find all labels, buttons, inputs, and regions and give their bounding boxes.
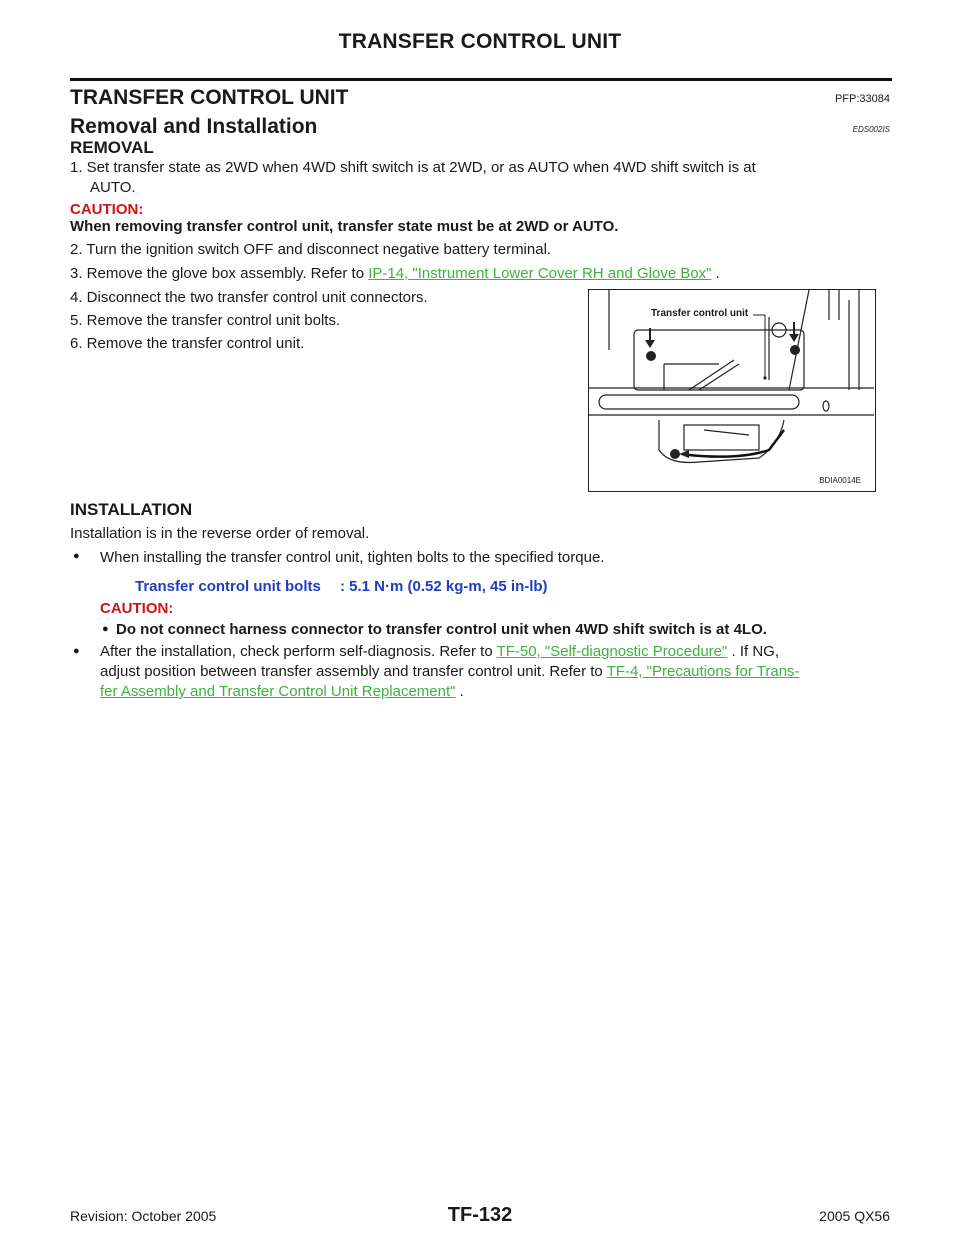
torque-value: : 5.1 N·m (0.52 kg-m, 45 in-lb) [340,578,548,595]
footer-page-number: TF-132 [447,1204,513,1226]
bullet-2-text: After the installation, check perform self-diagnosis. Refer to [100,643,497,660]
installation-intro: Installation is in the reverse order of removal. [70,525,370,542]
step-3-text: 3. Remove the glove box assembly. Refer to [70,265,369,282]
running-header: TRANSFER CONTROL UNIT [338,30,622,53]
step-1: 1. Set transfer state as 2WD when 4WD shift switch is at 2WD, or as AUTO when 4WD shift switch is at [70,159,756,176]
bullet-2-line-2-text: adjust position between transfer assembly and transfer control unit. Refer to [100,663,607,680]
torque-label: Transfer control unit bolts [135,578,321,595]
step-1-cont: AUTO. [90,179,136,196]
install-bullet-1: When installing the transfer control unit, tighten bolts to the specified torque. [100,549,605,566]
figure-code: BDIA0014E [819,476,861,485]
tf4-link-cont[interactable]: fer Assembly and Transfer Control Unit Replacement" [100,683,456,700]
install-bullet-2-line-2 [100,662,800,682]
footer-revision: Revision: October 2005 [70,1208,217,1224]
step-6: 6. Remove the transfer control unit. [70,335,305,352]
eds-code: EDS002IS [852,125,890,134]
install-caution-label: CAUTION: [100,600,174,617]
step-5: 5. Remove the transfer control unit bolts. [70,312,341,329]
install-caution-text: Do not connect harness connector to transfer control unit when 4WD shift switch is at 4LO. [116,621,767,638]
step-2: 2. Turn the ignition switch OFF and disconnect negative battery terminal. [70,241,552,258]
step-3 [70,264,720,284]
tf4-link[interactable]: TF-4, "Precautions for Trans- [606,663,800,680]
bullet-2-suffix: . [455,683,464,700]
ip14-link[interactable]: IP-14, "Instrument Lower Cover RH and Glove Box" [368,265,712,282]
figure-illustration [589,290,874,490]
footer-model: 2005 QX56 [819,1208,890,1224]
installation-heading: INSTALLATION [70,500,193,519]
bullet-icon: ● [73,550,80,562]
step-4: 4. Disconnect the two transfer control unit connectors. [70,289,428,306]
removal-heading: REMOVAL [70,138,154,157]
removal-caution-text: When removing transfer control unit, transfer state must be at 2WD or AUTO. [70,218,619,235]
install-bullet-2 [100,642,779,662]
section-title: Removal and Installation [70,115,318,138]
step-3-suffix: . [711,265,720,282]
tf50-link[interactable]: TF-50, "Self-diagnostic Procedure" [496,643,728,660]
bullet-icon: ● [73,645,80,657]
install-bullet-2-line-3 [100,682,464,702]
page-title: TRANSFER CONTROL UNIT [70,86,349,109]
removal-caution-label: CAUTION: [70,201,144,218]
transfer-control-unit-figure [588,289,876,492]
figure-label: Transfer control unit [651,308,749,319]
bullet-2-mid: . If NG, [727,643,780,660]
pfp-code: PFP:33084 [834,93,890,105]
header-rule [70,78,892,81]
bullet-icon: ● [102,623,109,635]
